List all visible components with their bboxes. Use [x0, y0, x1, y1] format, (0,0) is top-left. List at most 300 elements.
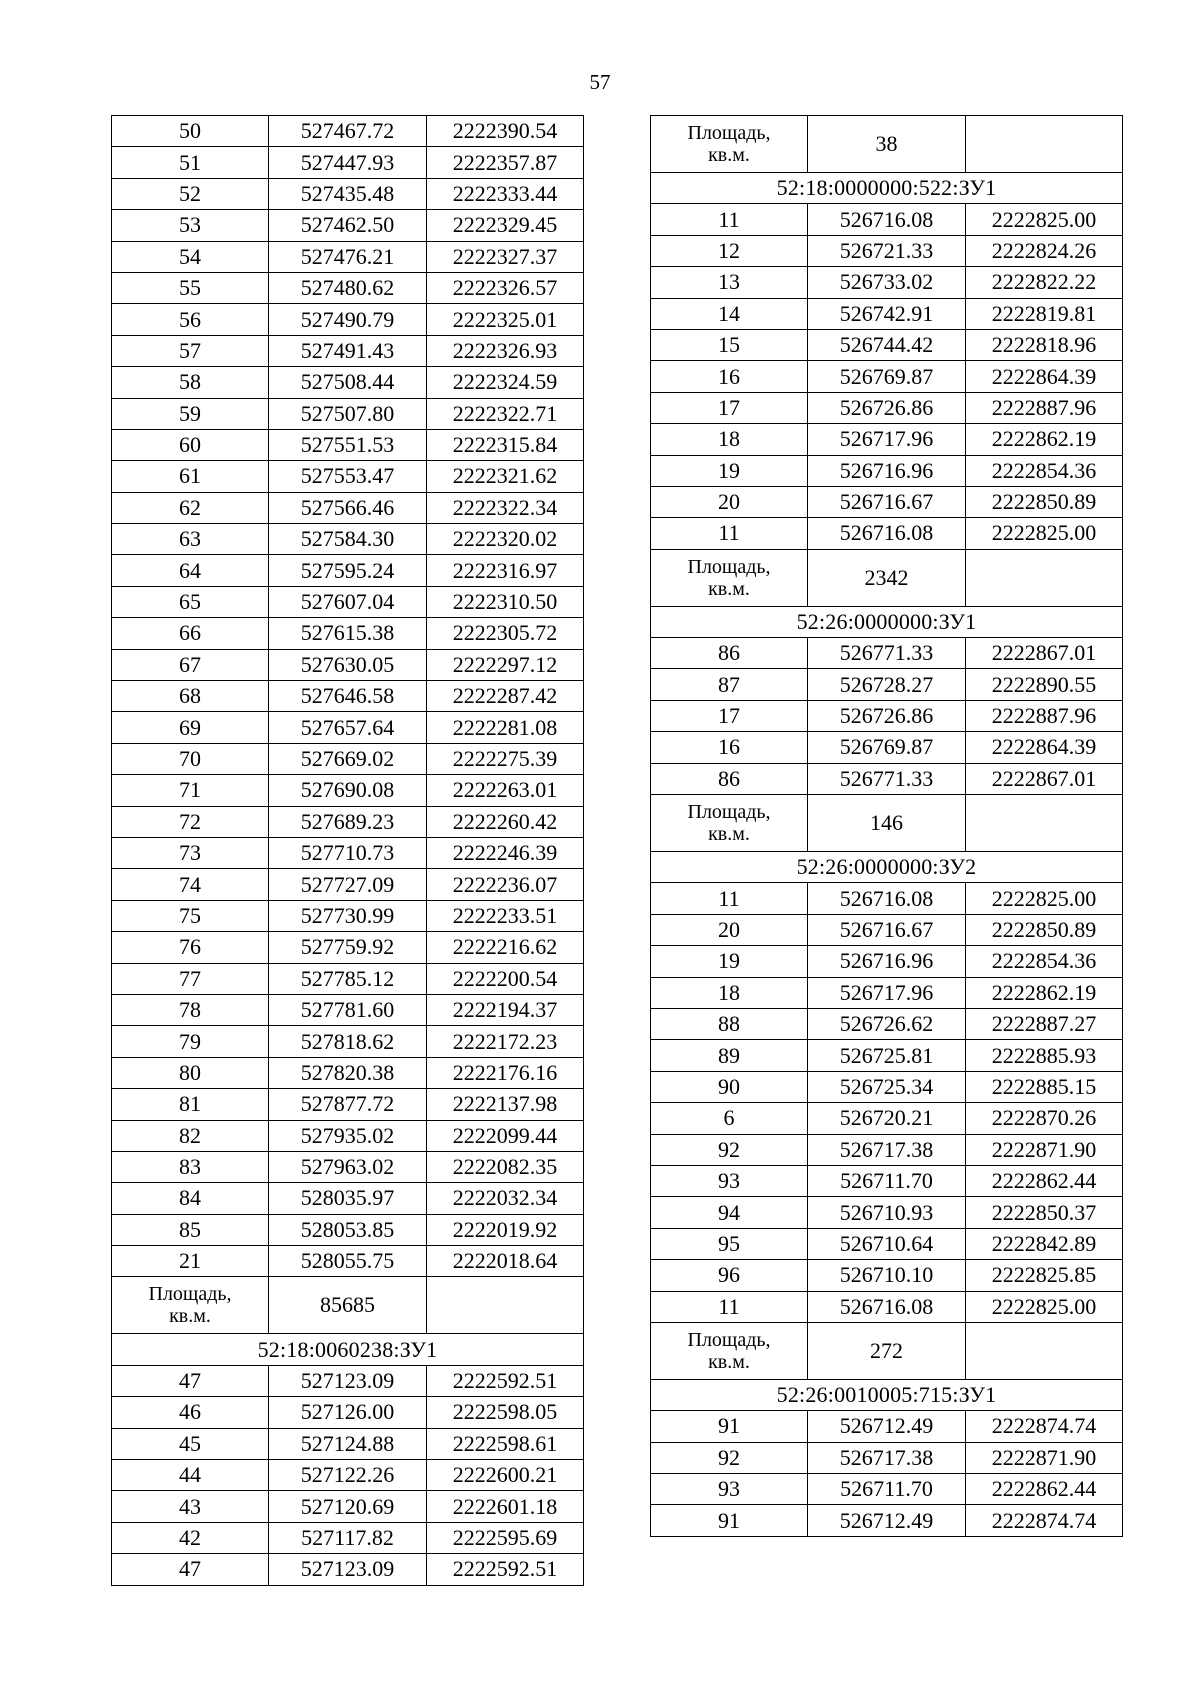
point-number-cell: 45 — [112, 1428, 269, 1459]
area-value: 85685 — [269, 1277, 427, 1334]
coordinate-x-cell: 526711.70 — [808, 1165, 966, 1196]
coordinate-x-cell: 527820.38 — [269, 1057, 427, 1088]
coordinate-x-cell: 527669.02 — [269, 743, 427, 774]
coordinate-y-cell: 2222885.15 — [966, 1071, 1123, 1102]
coordinate-x-cell: 526716.08 — [808, 204, 966, 235]
table-row — [112, 712, 584, 743]
point-number-cell: 11 — [651, 518, 808, 549]
coordinate-x-cell: 527963.02 — [269, 1151, 427, 1182]
point-number-cell: 50 — [112, 116, 269, 147]
coordinate-y-cell: 2222333.44 — [427, 178, 584, 209]
table-row — [651, 977, 1123, 1008]
table-row — [651, 392, 1123, 423]
point-number-cell: 19 — [651, 946, 808, 977]
point-number-cell: 94 — [651, 1197, 808, 1228]
point-number-cell: 47 — [112, 1554, 269, 1585]
coordinate-y-cell: 2222850.89 — [966, 486, 1123, 517]
area-label-cell — [112, 1277, 269, 1334]
coordinate-y-cell: 2222825.00 — [966, 204, 1123, 235]
empty-cell — [966, 549, 1123, 606]
table-row — [112, 586, 584, 617]
coordinate-x-cell: 526716.67 — [808, 914, 966, 945]
point-number-cell: 89 — [651, 1040, 808, 1071]
table-row — [651, 732, 1123, 763]
coordinate-y-cell: 2222862.19 — [966, 977, 1123, 1008]
coordinate-x-cell: 526716.08 — [808, 1291, 966, 1322]
point-number-cell: 81 — [112, 1089, 269, 1120]
area-value: 146 — [808, 795, 966, 852]
table-row — [651, 1103, 1123, 1134]
coordinate-y-cell: 2222032.34 — [427, 1183, 584, 1214]
table-row — [112, 743, 584, 774]
table-row — [651, 486, 1123, 517]
point-number-cell: 21 — [112, 1246, 269, 1277]
coordinate-y-cell: 2222598.61 — [427, 1428, 584, 1459]
coordinate-x-cell: 527120.69 — [269, 1491, 427, 1522]
point-number-cell: 64 — [112, 555, 269, 586]
point-number-cell: 17 — [651, 392, 808, 423]
area-label: Площадь, — [687, 1328, 771, 1351]
point-number-cell: 11 — [651, 883, 808, 914]
coordinate-x-cell: 526725.81 — [808, 1040, 966, 1071]
table-row — [651, 298, 1123, 329]
point-number-cell: 73 — [112, 837, 269, 868]
coordinate-x-cell: 526710.64 — [808, 1228, 966, 1259]
area-row — [651, 549, 1123, 606]
coordinate-y-cell: 2222862.19 — [966, 424, 1123, 455]
coordinates-table-left — [111, 115, 584, 1586]
area-unit: кв.м. — [708, 577, 750, 600]
table-row — [651, 329, 1123, 360]
area-unit: кв.м. — [708, 1350, 750, 1373]
coordinate-x-cell: 527607.04 — [269, 586, 427, 617]
coordinate-y-cell: 2222326.93 — [427, 335, 584, 366]
point-number-cell: 51 — [112, 147, 269, 178]
coordinate-y-cell: 2222854.36 — [966, 455, 1123, 486]
coordinate-y-cell: 2222321.62 — [427, 461, 584, 492]
table-row — [112, 649, 584, 680]
table-row — [112, 272, 584, 303]
empty-cell — [966, 1322, 1123, 1379]
table-row — [651, 1505, 1123, 1536]
area-row — [112, 1277, 584, 1334]
coordinate-y-cell: 2222818.96 — [966, 329, 1123, 360]
coordinate-y-cell: 2222322.71 — [427, 398, 584, 429]
point-number-cell: 85 — [112, 1214, 269, 1245]
coordinate-y-cell: 2222862.44 — [966, 1165, 1123, 1196]
coordinate-y-cell: 2222137.98 — [427, 1089, 584, 1120]
table-row — [112, 775, 584, 806]
table-row — [651, 1228, 1123, 1259]
point-number-cell: 44 — [112, 1460, 269, 1491]
coordinate-y-cell: 2222216.62 — [427, 932, 584, 963]
area-unit: кв.м. — [708, 144, 750, 166]
point-number-cell: 86 — [651, 638, 808, 669]
table-row — [651, 204, 1123, 235]
coordinate-y-cell: 2222260.42 — [427, 806, 584, 837]
coordinate-x-cell: 527507.80 — [269, 398, 427, 429]
area-value: 2342 — [808, 549, 966, 606]
coordinate-y-cell: 2222246.39 — [427, 837, 584, 868]
point-number-cell: 53 — [112, 210, 269, 241]
coordinate-x-cell: 526716.08 — [808, 883, 966, 914]
point-number-cell: 92 — [651, 1442, 808, 1473]
point-number-cell: 72 — [112, 806, 269, 837]
coordinate-x-cell: 526712.49 — [808, 1505, 966, 1536]
table-row — [112, 618, 584, 649]
area-row — [651, 1322, 1123, 1379]
table-row — [651, 455, 1123, 486]
point-number-cell: 71 — [112, 775, 269, 806]
table-row — [112, 147, 584, 178]
coordinate-y-cell: 2222822.22 — [966, 267, 1123, 298]
point-number-cell: 19 — [651, 455, 808, 486]
coordinate-x-cell: 527553.47 — [269, 461, 427, 492]
point-number-cell: 66 — [112, 618, 269, 649]
table-row — [651, 424, 1123, 455]
point-number-cell: 84 — [112, 1183, 269, 1214]
point-number-cell: 52 — [112, 178, 269, 209]
coordinate-x-cell: 527551.53 — [269, 429, 427, 460]
table-row — [112, 1397, 584, 1428]
point-number-cell: 18 — [651, 977, 808, 1008]
parcel-cadastral-number: 52:26:0000000:ЗУ2 — [651, 852, 1123, 883]
coordinate-x-cell: 527508.44 — [269, 367, 427, 398]
table-row — [112, 1428, 584, 1459]
coordinate-x-cell: 526726.62 — [808, 1008, 966, 1039]
coordinate-y-cell: 2222600.21 — [427, 1460, 584, 1491]
coordinate-x-cell: 526717.38 — [808, 1442, 966, 1473]
area-row — [651, 116, 1123, 173]
coordinate-y-cell: 2222099.44 — [427, 1120, 584, 1151]
table-row — [651, 669, 1123, 700]
coordinate-y-cell: 2222592.51 — [427, 1554, 584, 1585]
point-number-cell: 17 — [651, 700, 808, 731]
table-row — [112, 837, 584, 868]
coordinate-x-cell: 526733.02 — [808, 267, 966, 298]
point-number-cell: 58 — [112, 367, 269, 398]
point-number-cell: 69 — [112, 712, 269, 743]
point-number-cell: 62 — [112, 492, 269, 523]
coordinate-x-cell: 527595.24 — [269, 555, 427, 586]
coordinate-y-cell: 2222887.27 — [966, 1008, 1123, 1039]
coordinate-x-cell: 528055.75 — [269, 1246, 427, 1277]
page-number: 57 — [589, 70, 611, 94]
table-row — [112, 1214, 584, 1245]
point-number-cell: 63 — [112, 524, 269, 555]
coordinate-x-cell: 527122.26 — [269, 1460, 427, 1491]
coordinate-y-cell: 2222019.92 — [427, 1214, 584, 1245]
coordinate-x-cell: 526725.34 — [808, 1071, 966, 1102]
point-number-cell: 70 — [112, 743, 269, 774]
point-number-cell: 83 — [112, 1151, 269, 1182]
point-number-cell: 15 — [651, 329, 808, 360]
table-row — [651, 1040, 1123, 1071]
coordinate-y-cell: 2222316.97 — [427, 555, 584, 586]
table-row — [651, 1197, 1123, 1228]
coordinate-x-cell: 526716.96 — [808, 455, 966, 486]
coordinate-y-cell: 2222871.90 — [966, 1134, 1123, 1165]
coordinate-x-cell: 527877.72 — [269, 1089, 427, 1120]
coordinate-x-cell: 528053.85 — [269, 1214, 427, 1245]
table-row — [112, 1057, 584, 1088]
table-row — [112, 1246, 584, 1277]
coordinate-y-cell: 2222236.07 — [427, 869, 584, 900]
point-number-cell: 11 — [651, 1291, 808, 1322]
table-row — [112, 1522, 584, 1553]
coordinate-x-cell: 526728.27 — [808, 669, 966, 700]
table-row — [112, 398, 584, 429]
coordinate-y-cell: 2222592.51 — [427, 1365, 584, 1396]
parcel-title-row — [651, 173, 1123, 204]
table-row — [112, 335, 584, 366]
parcel-title-row — [651, 1379, 1123, 1410]
coordinate-x-cell: 527689.23 — [269, 806, 427, 837]
coordinate-y-cell: 2222322.34 — [427, 492, 584, 523]
point-number-cell: 55 — [112, 272, 269, 303]
area-unit: кв.м. — [708, 823, 750, 846]
coordinate-x-cell: 527467.72 — [269, 116, 427, 147]
point-number-cell: 86 — [651, 763, 808, 794]
point-number-cell: 91 — [651, 1505, 808, 1536]
coordinate-x-cell: 527615.38 — [269, 618, 427, 649]
coordinate-x-cell: 526771.33 — [808, 638, 966, 669]
point-number-cell: 87 — [651, 669, 808, 700]
table-row — [112, 555, 584, 586]
coordinate-y-cell: 2222324.59 — [427, 367, 584, 398]
coordinate-y-cell: 2222885.93 — [966, 1040, 1123, 1071]
coordinate-y-cell: 2222825.00 — [966, 1291, 1123, 1322]
coordinate-y-cell: 2222194.37 — [427, 994, 584, 1025]
coordinate-y-cell: 2222595.69 — [427, 1522, 584, 1553]
table-row — [651, 1071, 1123, 1102]
table-row — [651, 518, 1123, 549]
coordinate-x-cell: 527759.92 — [269, 932, 427, 963]
table-row — [651, 1442, 1123, 1473]
point-number-cell: 60 — [112, 429, 269, 460]
point-number-cell: 43 — [112, 1491, 269, 1522]
table-row — [112, 806, 584, 837]
table-row — [112, 869, 584, 900]
table-row — [651, 638, 1123, 669]
point-number-cell: 75 — [112, 900, 269, 931]
coordinate-x-cell: 526717.96 — [808, 977, 966, 1008]
parcel-cadastral-number: 52:18:0060238:ЗУ1 — [112, 1334, 584, 1365]
table-row — [112, 241, 584, 272]
coordinate-y-cell: 2222390.54 — [427, 116, 584, 147]
point-number-cell: 96 — [651, 1260, 808, 1291]
table-row — [112, 1120, 584, 1151]
area-value: 38 — [808, 116, 966, 173]
point-number-cell: 56 — [112, 304, 269, 335]
coordinate-x-cell: 526744.42 — [808, 329, 966, 360]
point-number-cell: 88 — [651, 1008, 808, 1039]
point-number-cell: 78 — [112, 994, 269, 1025]
coordinate-x-cell: 527710.73 — [269, 837, 427, 868]
coordinate-y-cell: 2222842.89 — [966, 1228, 1123, 1259]
area-label: Площадь, — [687, 801, 771, 824]
table-row — [112, 304, 584, 335]
point-number-cell: 93 — [651, 1474, 808, 1505]
coordinate-x-cell: 526710.10 — [808, 1260, 966, 1291]
coordinate-x-cell: 527646.58 — [269, 681, 427, 712]
coordinate-x-cell: 527630.05 — [269, 649, 427, 680]
point-number-cell: 92 — [651, 1134, 808, 1165]
point-number-cell: 67 — [112, 649, 269, 680]
point-number-cell: 13 — [651, 267, 808, 298]
coordinate-x-cell: 527435.48 — [269, 178, 427, 209]
table-row — [651, 1291, 1123, 1322]
table-row — [112, 681, 584, 712]
coordinate-x-cell: 527491.43 — [269, 335, 427, 366]
coordinate-x-cell: 527657.64 — [269, 712, 427, 743]
table-row — [112, 492, 584, 523]
point-number-cell: 59 — [112, 398, 269, 429]
parcel-title-row — [651, 852, 1123, 883]
coordinate-y-cell: 2222200.54 — [427, 963, 584, 994]
table-row — [112, 1554, 584, 1585]
coordinate-x-cell: 527727.09 — [269, 869, 427, 900]
table-row — [112, 963, 584, 994]
coordinate-y-cell: 2222320.02 — [427, 524, 584, 555]
table-row — [112, 210, 584, 241]
point-number-cell: 54 — [112, 241, 269, 272]
coordinate-y-cell: 2222864.39 — [966, 361, 1123, 392]
coordinate-x-cell: 528035.97 — [269, 1183, 427, 1214]
table-row — [112, 1026, 584, 1057]
table-row — [112, 116, 584, 147]
coordinate-y-cell: 2222327.37 — [427, 241, 584, 272]
coordinate-y-cell: 2222862.44 — [966, 1474, 1123, 1505]
table-row — [112, 367, 584, 398]
coordinate-y-cell: 2222825.00 — [966, 518, 1123, 549]
table-row — [112, 429, 584, 460]
table-row — [651, 1411, 1123, 1442]
point-number-cell: 11 — [651, 204, 808, 235]
point-number-cell: 6 — [651, 1103, 808, 1134]
coordinate-y-cell: 2222176.16 — [427, 1057, 584, 1088]
table-row — [112, 1151, 584, 1182]
table-row — [651, 1165, 1123, 1196]
coordinate-x-cell: 526742.91 — [808, 298, 966, 329]
area-label: Площадь, — [148, 1283, 232, 1306]
coordinate-y-cell: 2222018.64 — [427, 1246, 584, 1277]
coordinate-y-cell: 2222297.12 — [427, 649, 584, 680]
coordinate-x-cell: 527123.09 — [269, 1554, 427, 1585]
coordinate-y-cell: 2222601.18 — [427, 1491, 584, 1522]
coordinate-y-cell: 2222357.87 — [427, 147, 584, 178]
point-number-cell: 20 — [651, 914, 808, 945]
coordinate-y-cell: 2222281.08 — [427, 712, 584, 743]
point-number-cell: 77 — [112, 963, 269, 994]
coordinate-x-cell: 526769.87 — [808, 732, 966, 763]
coordinate-y-cell: 2222887.96 — [966, 700, 1123, 731]
coordinate-x-cell: 526710.93 — [808, 1197, 966, 1228]
area-row — [651, 795, 1123, 852]
coordinate-x-cell: 526726.86 — [808, 700, 966, 731]
table-row — [112, 1365, 584, 1396]
coordinate-y-cell: 2222887.96 — [966, 392, 1123, 423]
point-number-cell: 20 — [651, 486, 808, 517]
table-row — [112, 178, 584, 209]
coordinate-x-cell: 527476.21 — [269, 241, 427, 272]
table-row — [651, 946, 1123, 977]
area-label-cell — [651, 795, 808, 852]
table-row — [112, 1491, 584, 1522]
table-row — [112, 900, 584, 931]
coordinate-y-cell: 2222854.36 — [966, 946, 1123, 977]
area-label-cell — [651, 116, 808, 173]
coordinate-y-cell: 2222305.72 — [427, 618, 584, 649]
point-number-cell: 42 — [112, 1522, 269, 1553]
area-label-cell — [651, 549, 808, 606]
table-row — [651, 235, 1123, 266]
coordinate-y-cell: 2222874.74 — [966, 1505, 1123, 1536]
coordinate-x-cell: 527447.93 — [269, 147, 427, 178]
table-row — [112, 1183, 584, 1214]
point-number-cell: 74 — [112, 869, 269, 900]
coordinate-x-cell: 527566.46 — [269, 492, 427, 523]
coordinate-y-cell: 2222871.90 — [966, 1442, 1123, 1473]
coordinate-x-cell: 526716.67 — [808, 486, 966, 517]
point-number-cell: 95 — [651, 1228, 808, 1259]
point-number-cell: 12 — [651, 235, 808, 266]
coordinate-x-cell: 526717.38 — [808, 1134, 966, 1165]
coordinate-x-cell: 526711.70 — [808, 1474, 966, 1505]
coordinate-y-cell: 2222890.55 — [966, 669, 1123, 700]
point-number-cell: 82 — [112, 1120, 269, 1151]
point-number-cell: 90 — [651, 1071, 808, 1102]
coordinate-x-cell: 527690.08 — [269, 775, 427, 806]
table-row — [651, 267, 1123, 298]
area-label: Площадь, — [687, 555, 771, 578]
point-number-cell: 18 — [651, 424, 808, 455]
coordinate-y-cell: 2222287.42 — [427, 681, 584, 712]
point-number-cell: 91 — [651, 1411, 808, 1442]
coordinate-x-cell: 527785.12 — [269, 963, 427, 994]
coordinate-x-cell: 526769.87 — [808, 361, 966, 392]
coordinate-y-cell: 2222310.50 — [427, 586, 584, 617]
coordinate-x-cell: 527584.30 — [269, 524, 427, 555]
coordinate-x-cell: 527730.99 — [269, 900, 427, 931]
area-value: 272 — [808, 1322, 966, 1379]
coordinate-x-cell: 527126.00 — [269, 1397, 427, 1428]
table-row — [651, 883, 1123, 914]
coordinate-x-cell: 527123.09 — [269, 1365, 427, 1396]
point-number-cell: 16 — [651, 361, 808, 392]
coordinate-y-cell: 2222275.39 — [427, 743, 584, 774]
table-row — [112, 932, 584, 963]
table-row — [651, 914, 1123, 945]
coordinate-y-cell: 2222850.37 — [966, 1197, 1123, 1228]
coordinate-x-cell: 527490.79 — [269, 304, 427, 335]
coordinate-x-cell: 526716.96 — [808, 946, 966, 977]
coordinate-y-cell: 2222874.74 — [966, 1411, 1123, 1442]
table-row — [112, 1089, 584, 1120]
area-label: Площадь, — [687, 122, 771, 144]
parcel-cadastral-number: 52:18:0000000:522:ЗУ1 — [651, 173, 1123, 204]
coordinate-y-cell: 2222233.51 — [427, 900, 584, 931]
coordinate-x-cell: 526712.49 — [808, 1411, 966, 1442]
empty-cell — [966, 795, 1123, 852]
coordinate-x-cell: 526720.21 — [808, 1103, 966, 1134]
point-number-cell: 76 — [112, 932, 269, 963]
coordinate-x-cell: 526721.33 — [808, 235, 966, 266]
point-number-cell: 57 — [112, 335, 269, 366]
coordinate-y-cell: 2222082.35 — [427, 1151, 584, 1182]
coordinate-y-cell: 2222326.57 — [427, 272, 584, 303]
coordinate-y-cell: 2222598.05 — [427, 1397, 584, 1428]
